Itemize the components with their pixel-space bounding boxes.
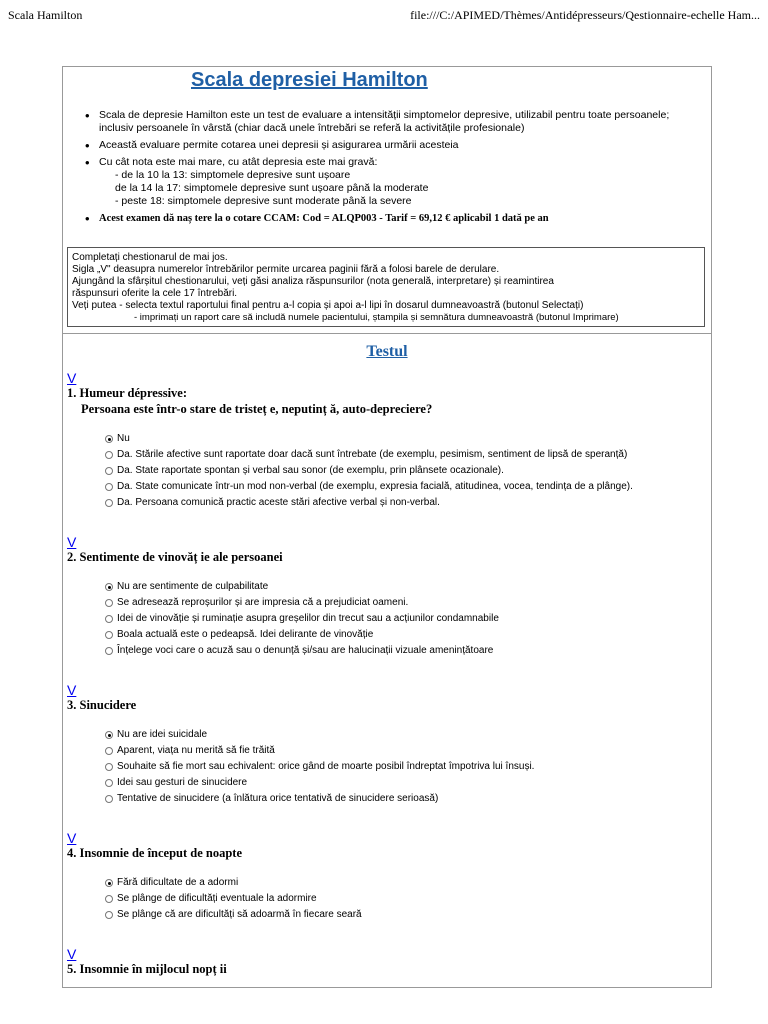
answer-option[interactable] [105, 595, 707, 611]
question-4 [67, 831, 707, 923]
answer-label: Nu [117, 433, 130, 444]
severity-line: - de la 10 la 13: simptomele depresive sunt ușoare [115, 169, 351, 181]
question-title: 4. Insomnie de început de noapte [67, 846, 243, 860]
radio-button[interactable] [105, 911, 113, 919]
answer-option[interactable] [105, 727, 707, 743]
question-5 [67, 947, 707, 977]
answer-option[interactable] [105, 743, 707, 759]
radio-button[interactable] [105, 451, 113, 459]
scroll-top-link[interactable]: V [67, 946, 77, 962]
answer-label: Idei de vinovăție și ruminație asupra greșelilor din trecut sau a acțiunilor condamnabile [117, 613, 499, 624]
answer-label: Se plânge de dificultăți eventuale la adormire [117, 893, 317, 904]
page-title: Scala depresiei Hamilton [191, 69, 428, 91]
radio-button[interactable] [105, 499, 113, 507]
answer-label: Tentative de sinucidere (a înlătura orice tentativă de sinucidere serioasă) [117, 793, 439, 804]
question-title: 1. Humeur dépressive: [67, 386, 188, 400]
severity-intro: Cu cât nota este mai mare, cu atât depresia este mai gravă: [99, 156, 378, 168]
instruction-line: Completați chestionarul de mai jos. [72, 252, 228, 263]
severity-line: de la 14 la 17: simptomele depresive sunt ușoare până la moderate [115, 182, 429, 194]
instructions-box [67, 247, 705, 327]
radio-button[interactable] [105, 647, 113, 655]
answer-option[interactable] [105, 611, 707, 627]
question-title: 5. Insomnie în mijlocul nopț ii [67, 962, 227, 976]
answer-options [67, 579, 707, 659]
exam-line: • Acest examen dă naș tere la o cotare CCAM: Cod = ALQP003 - Tarif = 69,12 € aplicabil 1 dată pe an [85, 212, 685, 225]
answer-options [67, 431, 707, 511]
answer-label: Idei sau gesturi de sinucidere [117, 777, 248, 788]
intro-box [63, 67, 711, 334]
answer-label: Boala actuală este o pedeapsă. Idei delirante de vinovăție [117, 629, 374, 640]
instruction-line: Sigla „V" deasupra numerelor întrebărilor permite urcarea paginii fără a folosi barele de derulare. [72, 264, 500, 275]
question-2 [67, 535, 707, 659]
print-header [8, 8, 760, 24]
answer-option[interactable] [105, 759, 707, 775]
radio-button[interactable] [105, 615, 113, 623]
radio-button[interactable] [105, 779, 113, 787]
answer-label: Nu are idei suicidale [117, 729, 208, 740]
scroll-top-link[interactable]: V [67, 830, 77, 846]
answer-label: Da. State comunicate într-un mod non-verbal (de exemplu, expresia facială, atitudinea, vocea, tendința de a plânge). [117, 481, 633, 492]
answer-label: Souhaite să fie mort sau echivalent: orice gând de moarte posibil îndreptat împotriva lui însuși. [117, 761, 535, 772]
radio-button[interactable] [105, 631, 113, 639]
intro-bullet: • Această evaluare permite cotarea unei depresii și asigurarea urmării acesteia [85, 139, 685, 152]
radio-button[interactable] [105, 763, 113, 771]
scroll-top-link[interactable]: V [67, 534, 77, 550]
answer-label: Se adresează reproșurilor și are impresia că a prejudiciat oameni. [117, 597, 409, 608]
radio-button[interactable] [105, 467, 113, 475]
radio-button[interactable] [105, 795, 113, 803]
test-heading: Testul [366, 343, 408, 360]
question-title: 2. Sentimente de vinovăț ie ale persoanei [67, 550, 283, 564]
radio-button[interactable] [105, 747, 113, 755]
page-frame [62, 66, 712, 988]
answer-options [67, 875, 707, 923]
answer-label: Se plânge că are dificultăți să adoarmă în fiecare seară [117, 909, 362, 920]
answer-label: Aparent, viața nu merită să fie trăită [117, 745, 275, 756]
radio-button[interactable] [105, 435, 113, 443]
instruction-line: răspunsuri oferite la cele 17 întrebări. [72, 288, 238, 299]
answer-label: Da. State raportate spontan și verbal sau sonor (de exemplu, prin plânsete ocazionale). [117, 465, 504, 476]
answer-label: Da. Stările afective sunt raportate doar dacă sunt întrebate (de exemplu, pesimism, sentiment de lipsă de speranță) [117, 449, 628, 460]
instruction-line: - imprimați un raport care să includă numele pacientului, ștampila și semnătura dumneavoastră (butonul Imprimare) [134, 312, 619, 323]
radio-button[interactable] [105, 895, 113, 903]
answer-option[interactable] [105, 875, 707, 891]
document-url: file:///C:/APIMED/Thèmes/Antidépresseurs/Qestionnaire-echelle Ham... [410, 8, 760, 22]
answer-label: Nu are sentimente de culpabilitate [117, 581, 269, 592]
radio-button[interactable] [105, 879, 113, 887]
radio-button[interactable] [105, 731, 113, 739]
radio-button[interactable] [105, 599, 113, 607]
answer-label: Da. Persoana comunică practic aceste stări afective verbal și non-verbal. [117, 497, 440, 508]
answer-option[interactable] [105, 907, 707, 923]
answer-option[interactable] [105, 447, 707, 463]
scroll-top-link[interactable]: V [67, 370, 77, 386]
answer-option[interactable] [105, 775, 707, 791]
answer-option[interactable] [105, 891, 707, 907]
answer-option[interactable] [105, 643, 707, 659]
answer-option[interactable] [105, 463, 707, 479]
instruction-line: Ajungând la sfârșitul chestionarului, veți găsi analiza răspunsurilor (nota generală, interpretare) și reamintirea [72, 276, 554, 287]
question-1 [67, 371, 707, 511]
answer-option[interactable] [105, 579, 707, 595]
instruction-line: Veți putea - selecta textul raportului final pentru a-l copia și apoi a-l lipi în dosarul dumneavoastră (butonul Selectați) [72, 300, 584, 311]
answer-option[interactable] [105, 431, 707, 447]
answer-option[interactable] [105, 627, 707, 643]
severity-line: - peste 18: simptomele depresive sunt moderate până la severe [115, 195, 412, 207]
answer-label: Înțelege voci care o acuză sau o denunță și/sau are halucinații vizuale amenințătoare [117, 645, 494, 656]
radio-button[interactable] [105, 583, 113, 591]
question-3 [67, 683, 707, 807]
answer-option[interactable] [105, 495, 707, 511]
severity-bullet [85, 156, 685, 208]
answer-label: Fără dificultate de a adormi [117, 877, 239, 888]
question-subtitle: Persoana este într-o stare de tristeț e, neputinț ă, auto-depreciere? [81, 402, 433, 416]
scroll-top-link[interactable]: V [67, 682, 77, 698]
document-title: Scala Hamilton [8, 8, 83, 22]
answer-option[interactable] [105, 791, 707, 807]
question-title: 3. Sinucidere [67, 698, 137, 712]
intro-bullet: • Scala de depresie Hamilton este un test de evaluare a intensității simptomelor depresive, utilizabil pentru toate persoanele; inclusiv persoanele în vârstă (chiar dacă unele întrebări se referă la activitățile profesionale) [85, 109, 685, 135]
radio-button[interactable] [105, 483, 113, 491]
answer-options [67, 727, 707, 807]
answer-option[interactable] [105, 479, 707, 495]
intro-list [85, 109, 685, 229]
